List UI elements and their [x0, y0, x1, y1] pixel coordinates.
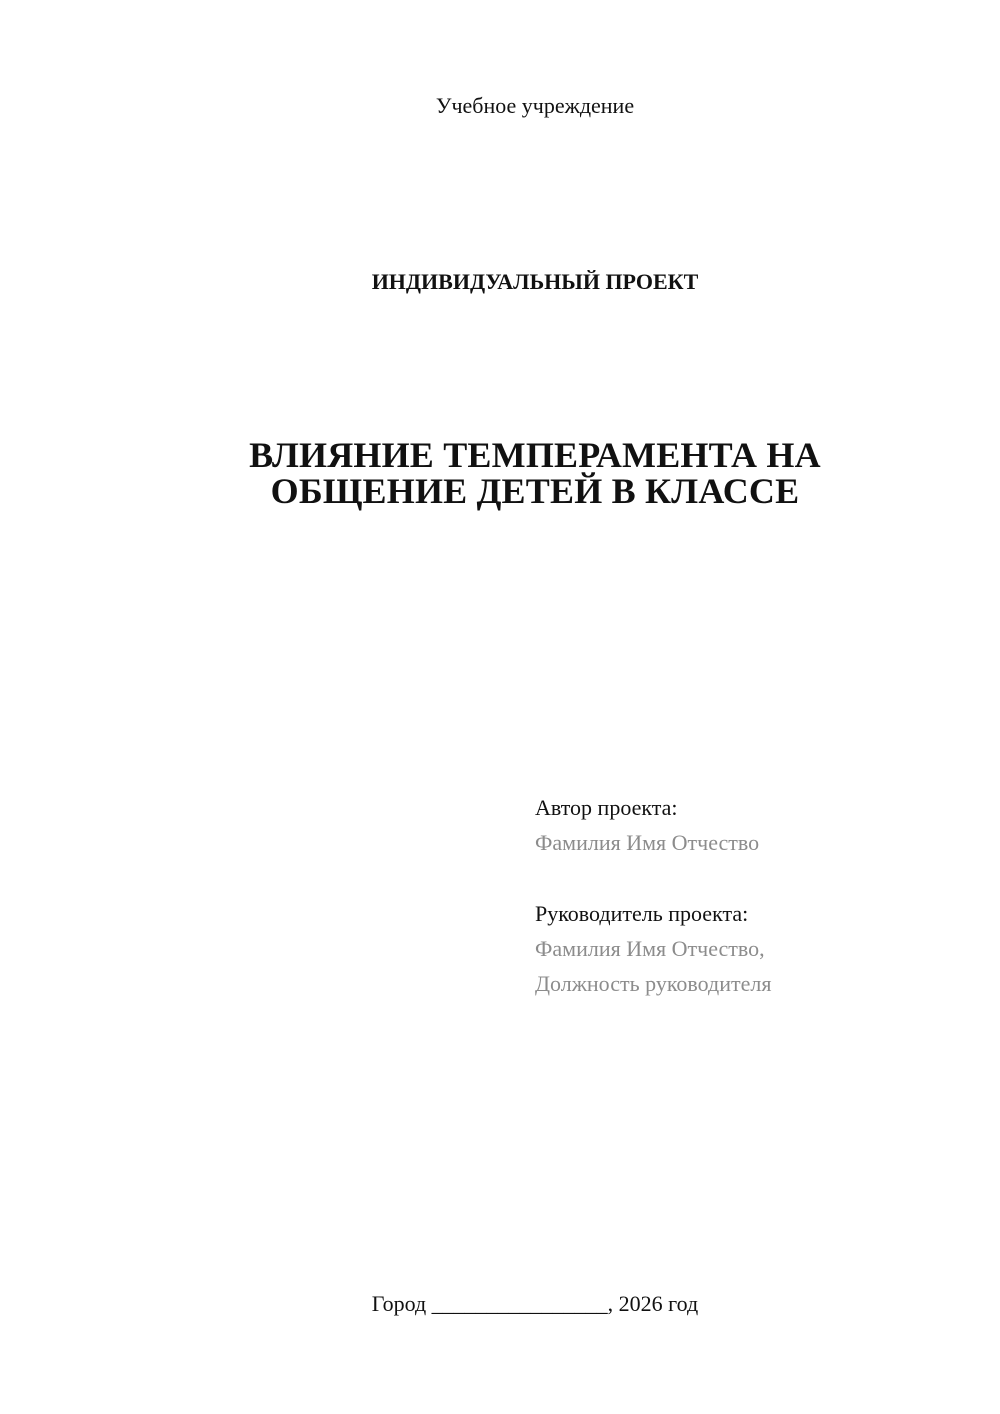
institution-name: Учебное учреждение — [435, 93, 635, 118]
author-info-block — [535, 790, 975, 1001]
project-title — [70, 437, 1000, 509]
block-spacer — [535, 860, 975, 896]
supervisor-label: Руководитель проекта: — [535, 901, 749, 926]
project-type-heading: ИНДИВИДУАЛЬНЫЙ ПРОЕКТ — [371, 269, 699, 294]
project-title-line-2: ОБЩЕНИЕ ДЕТЕЙ В КЛАССЕ — [270, 471, 800, 511]
project-title-line-1: ВЛИЯНИЕ ТЕМПЕРАМЕНТА НА — [249, 435, 821, 475]
supervisor-position-placeholder: Должность руководителя — [535, 971, 772, 996]
author-label: Автор проекта: — [535, 795, 678, 820]
supervisor-name-placeholder: Фамилия Имя Отчество, — [535, 936, 765, 961]
city-year-footer: Город ________________, 2026 год — [371, 1291, 699, 1316]
author-name-placeholder: Фамилия Имя Отчество — [535, 830, 760, 855]
